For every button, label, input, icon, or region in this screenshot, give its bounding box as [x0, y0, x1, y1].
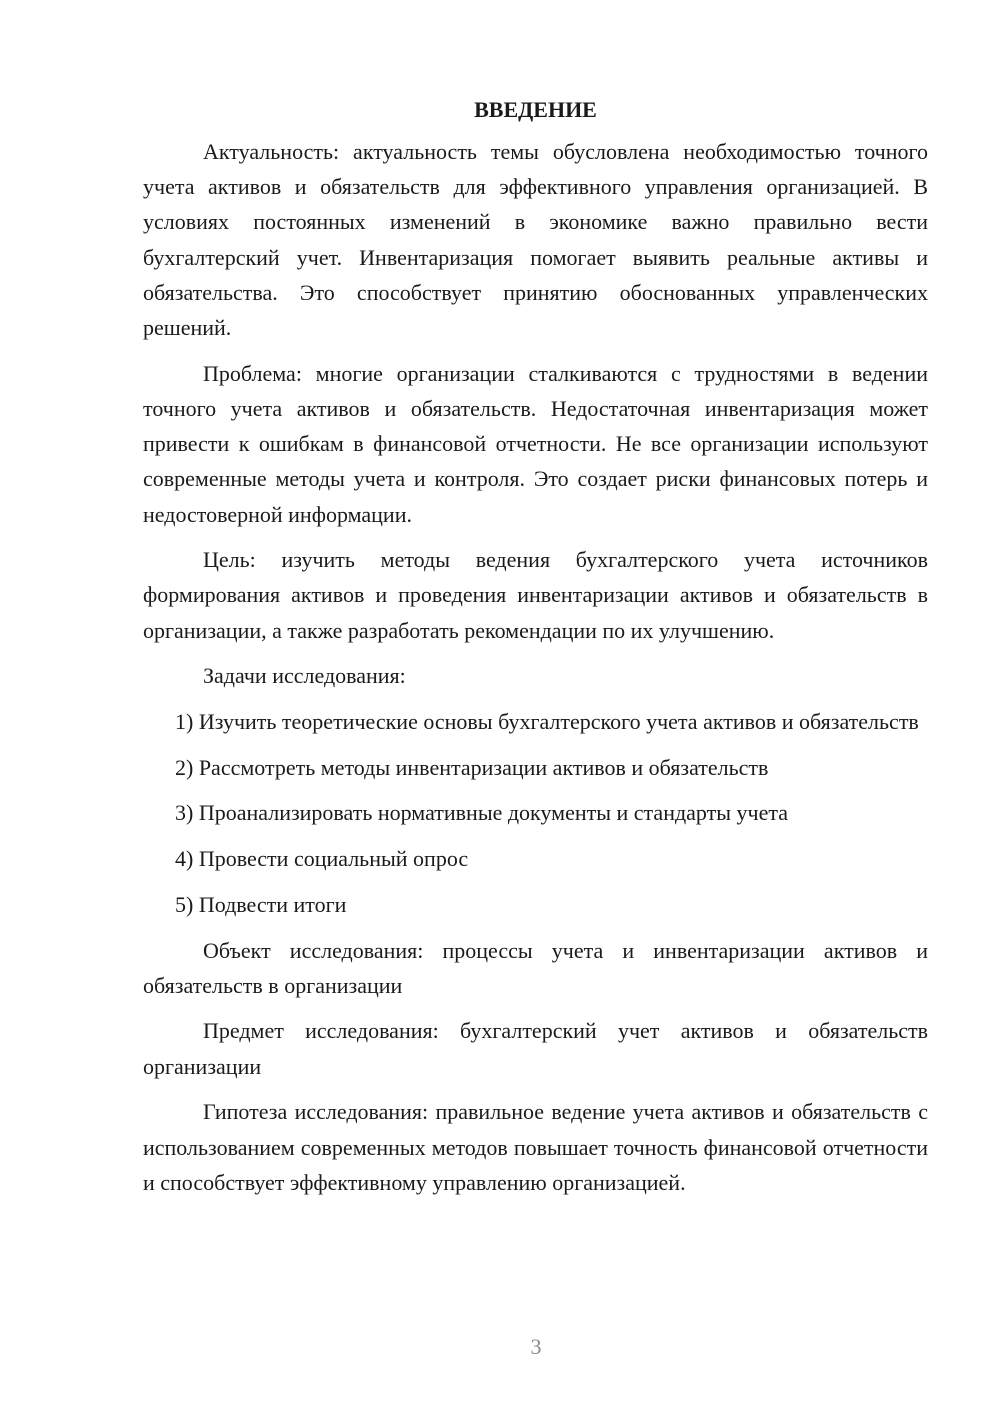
task-item-5: 5) Подвести итоги [175, 891, 347, 917]
task-item-4: 4) Провести социальный опрос [175, 846, 469, 872]
hypothesis-paragraph: Гипотеза исследования: правильное ведение учета активов и обязательств с использованием современных методов повышает точность финансовой отчетности и способствует эффективному управлению организацией. [143, 1099, 928, 1195]
task-item-2: 2) Рассмотреть методы инвентаризации активов и обязательств [175, 754, 769, 780]
page-content [143, 90, 928, 1210]
subject-paragraph: Предмет исследования: бухгалтерский учет активов и обязательств организации [143, 1018, 928, 1079]
tasks-heading: Задачи исследования: [203, 663, 406, 689]
task-item-1: 1) Изучить теоретические основы бухгалтерского учета активов и обязательств [175, 709, 919, 735]
task-item-3: 3) Проанализировать нормативные документы и стандарты учета [175, 800, 789, 826]
page-number: 3 [530, 1334, 542, 1359]
section-title: ВВЕДЕНИЕ [474, 97, 597, 122]
object-paragraph: Объект исследования: процессы учета и инвентаризации активов и обязательств в организации [143, 937, 928, 998]
problem-paragraph: Проблема: многие организации сталкиваются с трудностями в ведении точного учета активов и обязательств. Недостаточная инвентаризация может привести к ошибкам в финансовой отчетности. Не все организации используют современные методы учета и контроля. Это создает риски финансовых потерь и недостоверной информации. [143, 360, 928, 527]
relevance-paragraph: Актуальность: актуальность темы обусловлена необходимостью точного учета активов и обязательств для эффективного управления организацией. В условиях постоянных изменений в экономике важно правильно вести бухгалтерский учет. Инвентаризация помогает выявить реальные активы и обязательства. Это способствует принятию обоснованных управленческих решений. [143, 139, 928, 341]
goal-paragraph: Цель: изучить методы ведения бухгалтерского учета источников формирования активов и проведения инвентаризации активов и обязательств в организации, а также разработать рекомендации по их улучшению. [143, 547, 928, 643]
